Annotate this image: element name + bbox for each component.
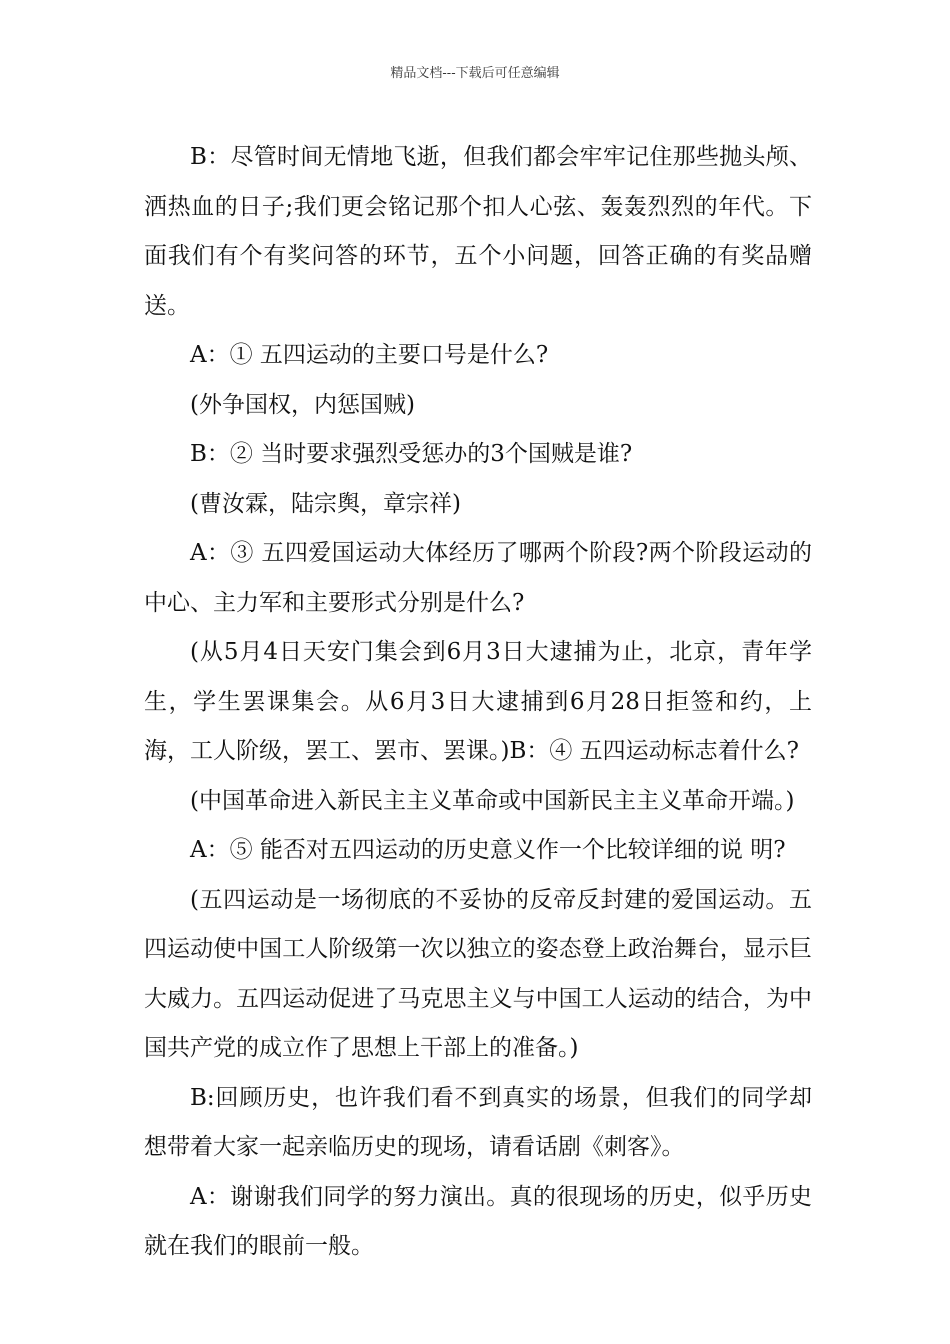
paragraph-answer-2: (曹汝霖，陆宗舆，章宗祥)	[190, 490, 461, 517]
paragraph-question-3: A：③ 五四爱国运动大体经历了哪两个阶段?两个阶段运动的中心、主力军和主要形式分别是什么?	[144, 540, 812, 616]
paragraph-answer-3-question-4: (从5月4日天安门集会到6月3日大逮捕为止，北京，青年学生，学生罢课集会。从6月3日大逮捕到6月28日拒签和约，上海，工人阶级，罢工、罢市、罢课。)B：④ 五四运动标志着什么?	[144, 639, 812, 764]
page-header: 精品文档---下载后可任意编辑	[390, 66, 560, 81]
paragraph-intro-b: B：尽管时间无情地飞逝，但我们都会牢牢记住那些抛头颅、洒热血的日子;我们更会铭记那个扣人心弦、轰轰烈烈的年代。下面我们有个有奖问答的环节，五个小问题，回答正确的有奖品赠送。	[144, 144, 812, 319]
paragraph-question-5: A：⑤ 能否对五四运动的历史意义作一个比较详细的说 明?	[190, 837, 786, 863]
document-body	[144, 133, 812, 1272]
paragraph-question-2: B：② 当时要求强烈受惩办的3个国贼是谁?	[190, 441, 633, 467]
paragraph-closing: A：谢谢我们同学的努力演出。真的很现场的历史，似乎历史就在我们的眼前一般。	[144, 1183, 812, 1259]
paragraph-question-1: A：① 五四运动的主要口号是什么?	[190, 342, 549, 368]
paragraph-answer-5: (五四运动是一场彻底的不妥协的反帝反封建的爱国运动。五四运动使中国工人阶级第一次以独立的姿态登上政治舞台，显示巨大威力。五四运动促进了马克思主义与中国工人运动的结合，为中国共产党的成立作了思想上干部上的准备。)	[144, 886, 812, 1061]
paragraph-answer-1: (外争国权，内惩国贼)	[190, 391, 415, 418]
paragraph-answer-4: (中国革命进入新民主主义革命或中国新民主主义革命开端。)	[190, 787, 795, 814]
paragraph-play-intro: B:回顾历史，也许我们看不到真实的场景，但我们的同学却想带着大家一起亲临历史的现场，请看话剧《刺客》。	[144, 1084, 812, 1160]
